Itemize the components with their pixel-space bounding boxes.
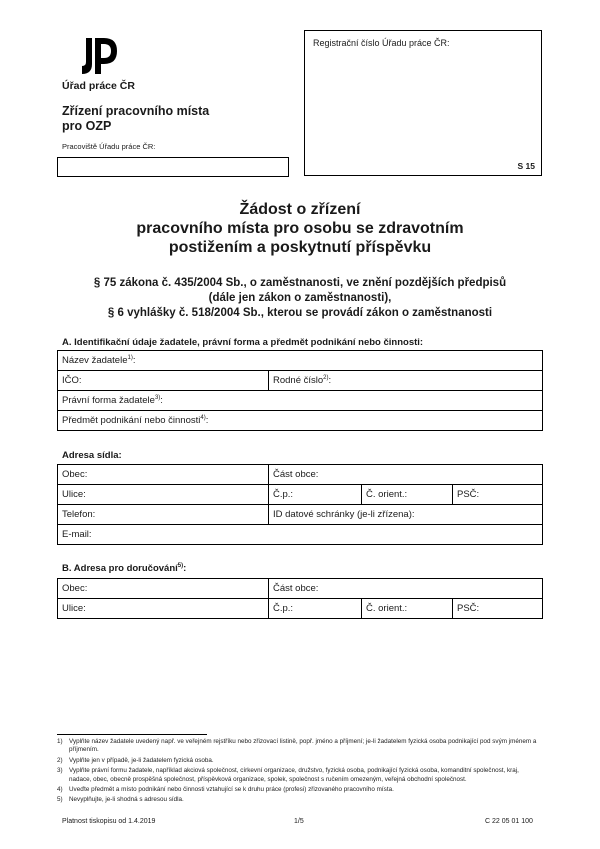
seat-psc-field[interactable]: PSČ:	[453, 485, 543, 505]
seat-email-field[interactable]: E-mail:	[58, 525, 543, 545]
seat-orient-field[interactable]: Č. orient.:	[362, 485, 453, 505]
footnote-item: 5) Nevyplňujte, je-li shodná s adresou sídla.	[57, 796, 184, 804]
delivery-street-field[interactable]: Ulice:	[58, 599, 269, 619]
delivery-municipality-field[interactable]: Obec:	[58, 579, 269, 599]
workplace-label: Pracoviště Úřadu práce ČR:	[62, 142, 156, 151]
seat-address-title: Adresa sídla:	[62, 450, 122, 461]
delivery-orient-field[interactable]: Č. orient.:	[362, 599, 453, 619]
seat-street-field[interactable]: Ulice:	[58, 485, 269, 505]
seat-phone-field[interactable]: Telefon:	[58, 505, 269, 525]
section-b-title: B. Adresa pro doručování$^{5)}$:	[62, 563, 187, 575]
business-subject-field[interactable]: Předmět podnikání nebo činnosti$^{4)}$:	[58, 411, 543, 431]
delivery-municipality-part-field[interactable]: Část obce:	[269, 579, 543, 599]
footnotes	[57, 738, 543, 807]
registration-box[interactable]	[304, 30, 542, 176]
birth-number-field[interactable]: Rodné číslo$^{2)}$:	[269, 371, 543, 391]
workplace-field[interactable]	[57, 157, 289, 177]
footnote-divider	[57, 734, 207, 735]
footnote-item: 2) Vyplňte jen v případě, je-li žadatelem fyzická osoba.	[57, 756, 214, 764]
section-a-table	[57, 350, 543, 431]
footnote-item: 3) Vyplňte právní formu žadatele, například akciová společnost, církevní organizace, družstvo, fyzická osoba, podnikající fyzická osoba, komanditní společnost, kraj, nadace, obec, obecně prospěšná společnost, příspěvková organizace, spolek, společnost s ručením omezeným, veřejná obchodní společnost.	[57, 767, 519, 783]
seat-municipality-part-field[interactable]: Část obce:	[269, 465, 543, 485]
registration-label: Registrační číslo Úřadu práce ČR:	[313, 38, 450, 48]
document-title: Žádost o zřízení pracovního místa pro osobu se zdravotním postižením a poskytnutí příspěvku	[136, 201, 464, 256]
footnote-item: 4) Uveďte předmět a místo podnikání nebo činnosti vztahující se k druhu práce (profesi) zřizovaného pracovního místa.	[57, 786, 394, 794]
page-number: 1/5	[294, 818, 304, 825]
logo-text: Úřad práce ČR	[62, 80, 135, 92]
form-code: S 15	[517, 161, 535, 171]
footnote-item: 1) Vyplňte název žadatele uvedený např. ve veřejném rejstříku nebo zřizovací listině, popř. jméno a příjmení; je-li žadatelem fyzická osoba podnikající pod svým jménem a příjmením.	[57, 738, 537, 754]
seat-municipality-field[interactable]: Obec:	[58, 465, 269, 485]
seat-databox-field[interactable]: ID datové schránky (je-li zřízena):	[269, 505, 543, 525]
form-validity: Platnost tiskopisu od 1.4.2019	[62, 818, 156, 825]
legal-form-field[interactable]: Právní forma žadatele$^{3)}$:	[58, 391, 543, 411]
seat-cp-field[interactable]: Č.p.:	[269, 485, 362, 505]
form-number: C 22 05 01 100	[485, 818, 533, 825]
seat-address-table	[57, 464, 543, 545]
office-title: Zřízení pracovního místa pro OZP	[62, 104, 210, 133]
delivery-cp-field[interactable]: Č.p.:	[269, 599, 362, 619]
section-a-title: A. Identifikační údaje žadatele, právní forma a předmět podnikání nebo činnosti:	[62, 337, 424, 348]
delivery-address-table	[57, 578, 543, 619]
applicant-name-field[interactable]: Název žadatele$^{1)}$:	[58, 351, 543, 371]
delivery-psc-field[interactable]: PSČ:	[453, 599, 543, 619]
ico-field[interactable]: IČO:	[58, 371, 269, 391]
urad-prace-logo-icon	[78, 34, 120, 76]
legal-basis: § 75 zákona č. 435/2004 Sb., o zaměstnanosti, ve znění pozdějších předpisů (dále jen zákon o zaměstnanosti), § 6 vyhlášky č. 518/2004 Sb., kterou se provádí zákon o zaměstnanosti	[93, 277, 507, 319]
